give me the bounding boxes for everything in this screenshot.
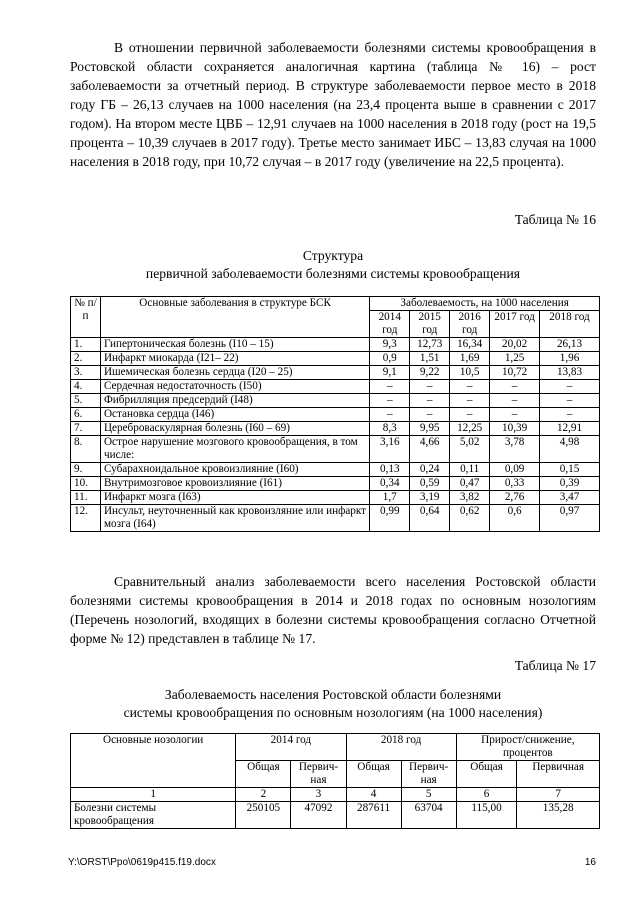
disease-name: Инфаркт миокарда (I21– 22) bbox=[100, 352, 369, 366]
rate-value: – bbox=[490, 394, 540, 408]
rate-value: 0,11 bbox=[450, 463, 490, 477]
rate-value: 3,16 bbox=[370, 436, 410, 463]
table17-title-line2: системы кровообращения по основным нозологиям (на 1000 населения) bbox=[123, 705, 543, 720]
table17 bbox=[70, 733, 600, 829]
row-number: 12. bbox=[71, 505, 101, 532]
rate-value: 12,25 bbox=[450, 422, 490, 436]
footer-page-number: 16 bbox=[584, 857, 596, 868]
table16-year: 2014 год bbox=[370, 311, 410, 338]
nosology-name: Болезни системы кровообращения bbox=[71, 802, 236, 829]
rate-value: – bbox=[540, 408, 600, 422]
rate-value: 0,62 bbox=[450, 505, 490, 532]
rate-value: 12,73 bbox=[410, 338, 450, 352]
rate-value: 4,66 bbox=[410, 436, 450, 463]
rate-value: 9,1 bbox=[370, 366, 410, 380]
rate-value: 0,09 bbox=[490, 463, 540, 477]
rate-value: 1,69 bbox=[450, 352, 490, 366]
rate-value: 0,13 bbox=[370, 463, 410, 477]
disease-name: Ишемическая болезнь сердца (I20 – 25) bbox=[100, 366, 369, 380]
table17-sub: Общая bbox=[456, 761, 517, 788]
table-row bbox=[71, 422, 600, 436]
nosology-value: 63704 bbox=[401, 802, 456, 829]
rate-value: 0,97 bbox=[540, 505, 600, 532]
rate-value: 1,7 bbox=[370, 491, 410, 505]
table16-head-group: Заболеваемость, на 1000 населения bbox=[370, 297, 600, 311]
table17-title-line1: Заболеваемость населения Ростовской области болезнями bbox=[164, 687, 502, 702]
rate-value: 26,13 bbox=[540, 338, 600, 352]
rate-value: 0,33 bbox=[490, 477, 540, 491]
rate-value: 1,25 bbox=[490, 352, 540, 366]
rate-value: 0,47 bbox=[450, 477, 490, 491]
rate-value: – bbox=[370, 394, 410, 408]
rate-value: – bbox=[450, 408, 490, 422]
table16-title-line1: Структура bbox=[302, 248, 364, 263]
rate-value: 1,96 bbox=[540, 352, 600, 366]
table-row bbox=[71, 408, 600, 422]
table17-head-nosology: Основные нозологии bbox=[71, 734, 236, 788]
rate-value: 3,47 bbox=[540, 491, 600, 505]
table-row bbox=[71, 491, 600, 505]
rate-value: 0,6 bbox=[490, 505, 540, 532]
rate-value: 0,24 bbox=[410, 463, 450, 477]
table16-title-line2: первичной заболеваемости болезнями системы кровообращения bbox=[145, 266, 521, 281]
rate-value: – bbox=[370, 380, 410, 394]
rate-value: – bbox=[410, 394, 450, 408]
disease-name: Цереброваскулярная болезнь (I60 – 69) bbox=[100, 422, 369, 436]
rate-value: 0,39 bbox=[540, 477, 600, 491]
rate-value: 0,59 bbox=[410, 477, 450, 491]
disease-name: Гипертоническая болезнь (I10 – 15) bbox=[100, 338, 369, 352]
table-row bbox=[71, 338, 600, 352]
table16-year: 2016 год bbox=[450, 311, 490, 338]
rate-value: – bbox=[410, 408, 450, 422]
row-number: 10. bbox=[71, 477, 101, 491]
row-number: 5. bbox=[71, 394, 101, 408]
row-number: 1. bbox=[71, 338, 101, 352]
rate-value: 9,22 bbox=[410, 366, 450, 380]
paragraph-comparison: Сравнительный анализ заболеваемости всего населения Ростовской области болезнями системы кровообращения в 2014 и 2018 годах по основным нозологиям (Перечень нозологий, входящих в болезни системы кровообращения согласно Отчетной форме № 12) представлен в таблице № 17. bbox=[70, 574, 596, 646]
row-number: 8. bbox=[71, 436, 101, 463]
rate-value: – bbox=[490, 408, 540, 422]
rate-value: 0,15 bbox=[540, 463, 600, 477]
rate-value: – bbox=[540, 380, 600, 394]
rate-value: 0,64 bbox=[410, 505, 450, 532]
disease-name: Инфаркт мозга (I63) bbox=[100, 491, 369, 505]
rate-value: – bbox=[490, 380, 540, 394]
row-number: 2. bbox=[71, 352, 101, 366]
rate-value: 9,3 bbox=[370, 338, 410, 352]
table17-colnum: 1 bbox=[71, 788, 236, 802]
paragraph-intro: В отношении первичной заболеваемости болезнями системы кровообращения в Ростовской области сохраняется аналогичная картина (таблица № 16) – рост заболеваемости за отчетный период. В структуре заболеваемости первое место в 2018 году ГБ – 26,13 случаев на 1000 населения (на 23,4 процента выше в сравнении с 2017 годом). На втором месте ЦВБ – 12,91 случаев на 1000 населения в 2018 году (рост на 19,5 процента – 10,39 случаев в 2017 году). Третье место занимает ИБС – 13,83 случая на 1000 населения в 2018 году, при 10,72 случая – в 2017 году (увеличение на 22,5 процента). bbox=[70, 40, 596, 169]
nosology-value: 287611 bbox=[346, 802, 401, 829]
table17-sub: Общая bbox=[346, 761, 401, 788]
rate-value: 3,19 bbox=[410, 491, 450, 505]
disease-name: Острое нарушение мозгового кровообращения, в том числе: bbox=[100, 436, 369, 463]
rate-value: 20,02 bbox=[490, 338, 540, 352]
table17-sub: Первич-ная bbox=[291, 761, 346, 788]
table16-label: Таблица № 16 bbox=[514, 212, 596, 227]
rate-value: 10,72 bbox=[490, 366, 540, 380]
rate-value: – bbox=[450, 380, 490, 394]
rate-value: 10,5 bbox=[450, 366, 490, 380]
disease-name: Инсульт, неуточненный как кровоизляние или инфаркт мозга (I64) bbox=[100, 505, 369, 532]
rate-value: 2,76 bbox=[490, 491, 540, 505]
table16-title bbox=[70, 247, 596, 283]
rate-value: – bbox=[540, 394, 600, 408]
table-row bbox=[71, 436, 600, 463]
table-row bbox=[71, 802, 600, 829]
nosology-value: 135,28 bbox=[517, 802, 600, 829]
table17-colnum: 3 bbox=[291, 788, 346, 802]
table17-sub: Общая bbox=[236, 761, 291, 788]
rate-value: 3,82 bbox=[450, 491, 490, 505]
table17-head-change: Прирост/снижение, процентов bbox=[456, 734, 599, 761]
rate-value: 16,34 bbox=[450, 338, 490, 352]
disease-name: Сердечная недостаточность (I50) bbox=[100, 380, 369, 394]
rate-value: 3,78 bbox=[490, 436, 540, 463]
table17-sub: Первичная bbox=[517, 761, 600, 788]
nosology-value: 115,00 bbox=[456, 802, 517, 829]
table17-colnum: 2 bbox=[236, 788, 291, 802]
table17-colnum: 6 bbox=[456, 788, 517, 802]
rate-value: 0,34 bbox=[370, 477, 410, 491]
table17-label: Таблица № 17 bbox=[514, 658, 596, 673]
row-number: 4. bbox=[71, 380, 101, 394]
row-number: 11. bbox=[71, 491, 101, 505]
table-row bbox=[71, 505, 600, 532]
table17-head-2014: 2014 год bbox=[236, 734, 346, 761]
table16-head-disease: Основные заболевания в структуре БСК bbox=[100, 297, 369, 338]
row-number: 9. bbox=[71, 463, 101, 477]
disease-name: Фибрилляция предсердий (I48) bbox=[100, 394, 369, 408]
rate-value: – bbox=[410, 380, 450, 394]
table-row bbox=[71, 477, 600, 491]
rate-value: 12,91 bbox=[540, 422, 600, 436]
table17-colnum: 5 bbox=[401, 788, 456, 802]
row-number: 3. bbox=[71, 366, 101, 380]
rate-value: 0,9 bbox=[370, 352, 410, 366]
table17-title bbox=[70, 686, 596, 722]
table-row bbox=[71, 394, 600, 408]
footer-file-path: Y:\ORST\Ppo\0619p415.f19.docx bbox=[68, 857, 216, 868]
rate-value: 13,83 bbox=[540, 366, 600, 380]
rate-value: 5,02 bbox=[450, 436, 490, 463]
table16-year: 2018 год bbox=[540, 311, 600, 338]
rate-value: 10,39 bbox=[490, 422, 540, 436]
table17-colnum: 7 bbox=[517, 788, 600, 802]
disease-name: Субарахноидальное кровоизлияние (I60) bbox=[100, 463, 369, 477]
disease-name: Внутримозговое кровоизлияние (I61) bbox=[100, 477, 369, 491]
table17-sub: Первич-ная bbox=[401, 761, 456, 788]
rate-value: 9,95 bbox=[410, 422, 450, 436]
rate-value: 1,51 bbox=[410, 352, 450, 366]
nosology-value: 250105 bbox=[236, 802, 291, 829]
nosology-value: 47092 bbox=[291, 802, 346, 829]
table-row bbox=[71, 366, 600, 380]
disease-name: Остановка сердца (I46) bbox=[100, 408, 369, 422]
rate-value: – bbox=[450, 394, 490, 408]
table17-head-2018: 2018 год bbox=[346, 734, 456, 761]
table17-colnum: 4 bbox=[346, 788, 401, 802]
row-number: 7. bbox=[71, 422, 101, 436]
rate-value: 0,99 bbox=[370, 505, 410, 532]
table16 bbox=[70, 296, 600, 532]
row-number: 6. bbox=[71, 408, 101, 422]
table-row bbox=[71, 463, 600, 477]
table16-head-num: № п/п bbox=[71, 297, 101, 338]
table16-year: 2017 год bbox=[490, 311, 540, 338]
rate-value: 4,98 bbox=[540, 436, 600, 463]
rate-value: – bbox=[370, 408, 410, 422]
rate-value: 8,3 bbox=[370, 422, 410, 436]
table-row bbox=[71, 380, 600, 394]
table-row bbox=[71, 352, 600, 366]
table16-year: 2015 год bbox=[410, 311, 450, 338]
